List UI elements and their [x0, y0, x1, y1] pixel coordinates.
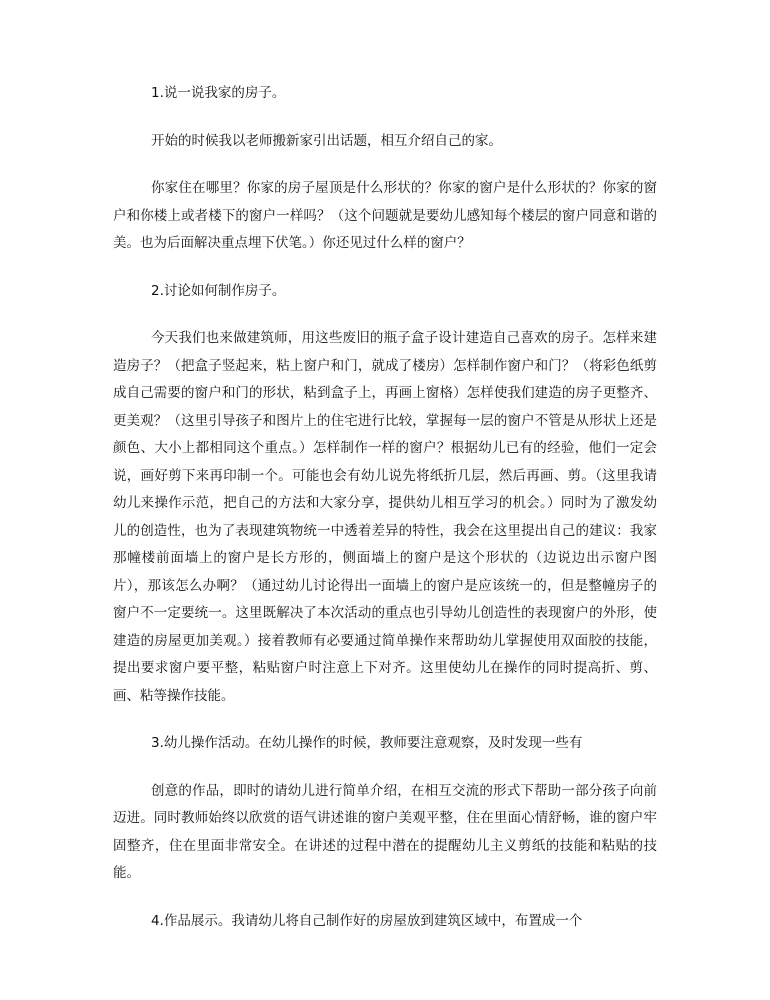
- document-body: [113, 80, 657, 955]
- heading-3: 3.幼儿操作活动。在幼儿操作的时候，教师要注意观察，及时发现一些有: [151, 735, 583, 751]
- paragraph-intro: 开始的时候我以老师搬新家引出话题，相互介绍自己的家。: [151, 132, 502, 149]
- heading-4: 4.作品展示。我请幼儿将自己制作好的房屋放到建筑区域中，布置成一个: [151, 912, 583, 929]
- heading-2: 2.讨论如何制作房子。: [151, 282, 286, 299]
- heading-1: 1.说一说我家的房子。: [151, 85, 286, 101]
- paragraph-questions: 你家住在哪里？你家的房子屋顶是什么形状的？你家的窗户是什么形状的？你家的窗户和你楼上或者楼下的窗户一样吗？（这个问题就是要幼儿感知每个楼层的窗户同意和谐的美。也为后面解决重点埋下伏笔。）你还见过什么样的窗户？: [113, 180, 657, 251]
- paragraph-operation: 创意的作品，即时的请幼儿进行简单介绍，在相互交流的形式下帮助一部分孩子向前迈进。同时教师始终以欣赏的语气讲述谁的窗户美观平整，住在里面心情舒畅，谁的窗户牢固整齐，住在里面非常安全。在讲述的过程中潜在的提醒幼儿主义剪纸的技能和粘贴的技能。: [113, 782, 657, 881]
- paragraph-discussion: 今天我们也来做建筑师，用这些废旧的瓶子盒子设计建造自己喜欢的房子。怎样来建造房子？（把盒子竖起来，粘上窗户和门，就成了楼房）怎样制作窗户和门？（将彩色纸剪成自己需要的窗户和门的形状，粘到盒子上，再画上窗格）怎样使我们建造的房子更整齐、更美观？（这里引导孩子和图片上的住宅进行比较，掌握每一层的窗户不管是从形状上还是颜色、大小上都相同这个重点。）怎样制作一样的窗户？根据幼儿已有的经验，他们一定会说，画好剪下来再印制一个。可能也会有幼儿说先将纸折几层，然后再画、剪。（这里我请幼儿来操作示范，把自己的方法和大家分享，提供幼儿相互学习的机会。）同时为了激发幼儿的创造性，也为了表现建筑物统一中透着差异的特性，我会在这里提出自己的建议：我家那幢楼前面墙上的窗户是长方形的，侧面墙上的窗户是这个形状的（边说边出示窗户图片），那该怎么办啊？（通过幼儿讨论得出一面墙上的窗户是应该统一的，但是整幢房子的窗户不一定要统一。这里既解决了本次活动的重点也引导幼儿创造性的表现窗户的外形，使建造的房屋更加美观。）接着教师有必要通过简单操作来帮助幼儿掌握使用双面胶的技能，提出要求窗户要平整，粘贴窗户时注意上下对齐。这里使幼儿在操作的同时提高折、剪、画、粘等操作技能。: [113, 330, 657, 704]
